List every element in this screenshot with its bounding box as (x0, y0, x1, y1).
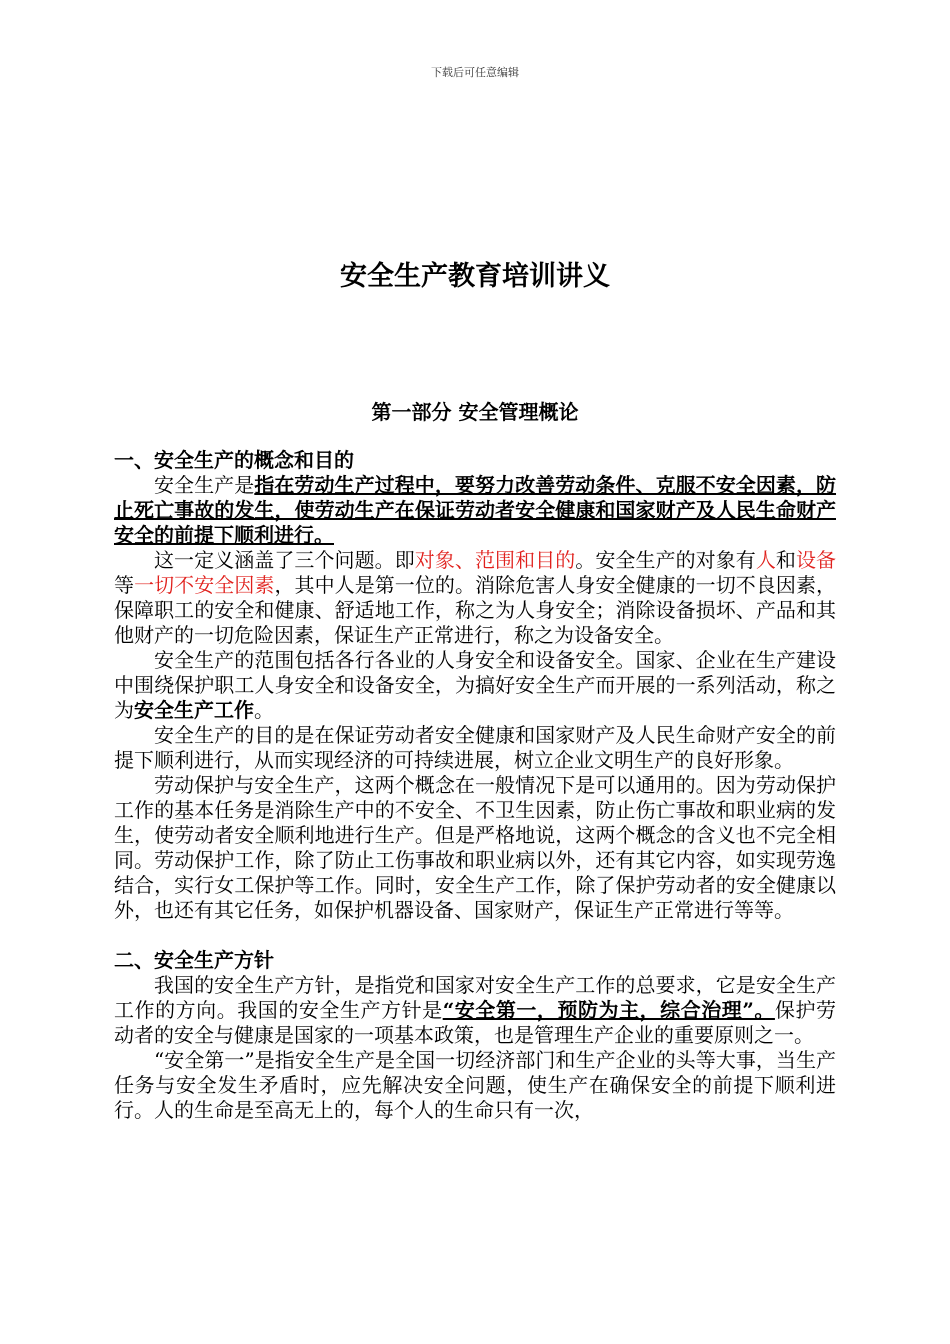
definition-text: 指在劳动生产过程中，要努力改善劳动条件、克服不安全因素，防止死亡事故的发生，使劳动生产在保证劳动者安全健康和国家财产及人民生命财产安全的前提下顺利进行。 (114, 473, 837, 547)
term-safety-production: 安全生产 (154, 473, 235, 497)
paragraph-definition: 安全生产是指在劳动生产过程中，要努力改善劳动条件、克服不安全因素，防止死亡事故的发生，使劳动生产在保证劳动者安全健康和国家财产及人民生命财产安全的前提下顺利进行。 (114, 473, 837, 547)
paragraph-labor-protection: 劳动保护与安全生产，这两个概念在一般情况下是可以通用的。因为劳动保护工作的基本任务是消除生产中的不安全、不卫生因素，防止伤亡事故和职业病的发生，使劳动者安全顺利地进行生产。但是严格地说，这两个概念的含义也不完全相同。劳动保护工作，除了防止工伤事故和职业病以外，还有其它内容，如实现劳逸结合，实行女工保护等工作。同时，安全生产工作，除了保护劳动者的安全健康以外，也还有其它任务，如保护机器设备、国家财产，保证生产正常进行等等。 (114, 773, 836, 922)
header-note: 下载后可任意编辑 (431, 66, 519, 79)
document-title: 安全生产教育培训讲义 (340, 261, 610, 292)
paragraph-policy: 我国的安全生产方针，是指党和国家对安全生产工作的总要求，它是安全生产工作的方向。我国的安全生产方针是“安全第一，预防为主，综合治理”。保护劳动者的安全与健康是国家的一项基本政策，也是管理生产企业的重要原则之一。 (114, 973, 837, 1047)
part-title: 第一部分 安全管理概论 (371, 400, 579, 424)
paragraph-range: 安全生产的范围包括各行各业的人身安全和设备安全。国家、企业在生产建设中围绕保护职工人身安全和设备安全，为搞好安全生产而开展的一系列活动，称之为安全生产工作。 (114, 648, 836, 722)
bold-safety-work: 安全生产工作 (134, 698, 254, 722)
section-2-heading: 二、安全生产方针 (114, 948, 274, 972)
highlight-object-scope-purpose: 对象、范围和目的 (414, 548, 576, 572)
policy-slogan: “安全第一，预防为主，综合治理”。 (442, 998, 775, 1022)
section-1-heading: 一、安全生产的概念和目的 (114, 448, 354, 472)
highlight-person: 人 (755, 548, 776, 572)
paragraph-scope: 这一定义涵盖了三个问题。即对象、范围和目的。安全生产的对象有人和设备等一切不安全因素，其中人是第一位的。消除危害人身安全健康的一切不良因素，保障职工的安全和健康、舒适地工作，称之为人身安全；消除设备损坏、产品和其他财产的一切危险因素，保证生产正常进行，称之为设备安全。 (114, 548, 837, 647)
paragraph-purpose: 安全生产的目的是在保证劳动者安全健康和国家财产及人民生命财产安全的前提下顺利进行，从而实现经济的可持续进展，树立企业文明生产的良好形象。 (114, 723, 836, 772)
section-1 (114, 448, 836, 1123)
highlight-equipment: 设备 (795, 548, 837, 572)
paragraph-safety-first: “安全第一”是指安全生产是全国一切经济部门和生产企业的头等大事，当生产任务与安全发生矛盾时，应先解决安全问题，使生产在确保安全的前提下顺利进行。人的生命是至高无上的，每个人的生命只有一次， (114, 1048, 836, 1122)
highlight-unsafe-factors: 一切不安全因素 (134, 573, 275, 597)
